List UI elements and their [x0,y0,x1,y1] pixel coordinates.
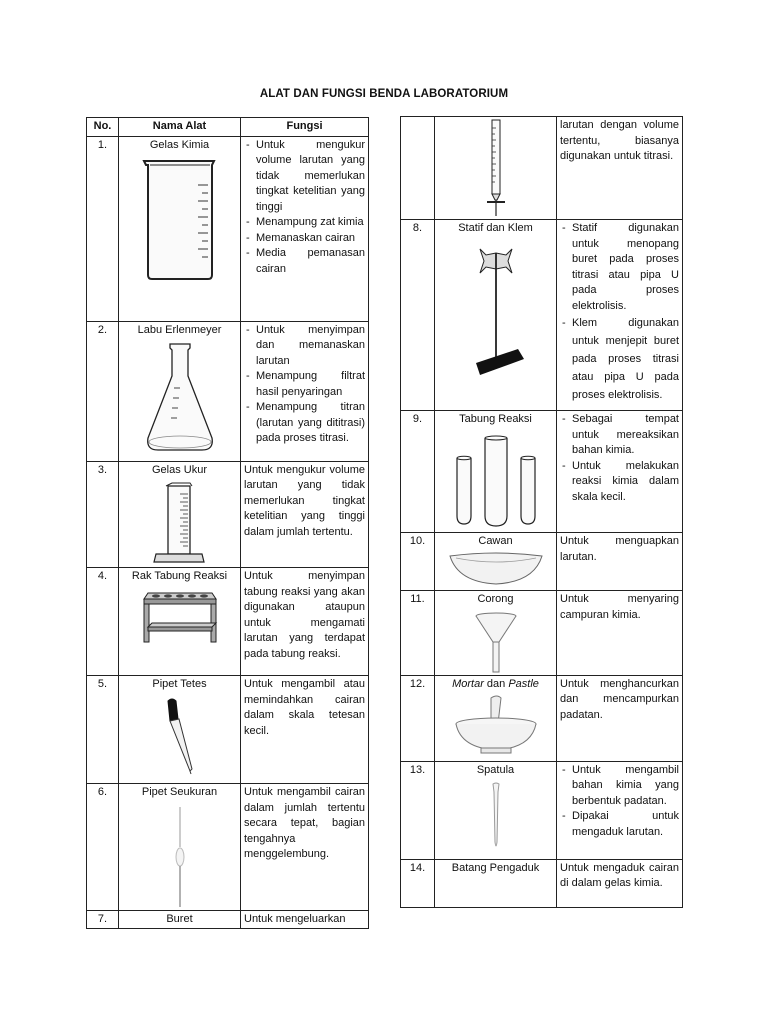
row-number: 4. [87,568,119,676]
function-item: - Untuk menyimpan dan memanaskan larutan [244,323,365,370]
function-text: Untuk menyaring campuran kimia. [557,591,683,676]
function-cell [557,411,683,533]
function-cell [241,321,369,461]
function-cell [557,220,683,411]
beaker-icon [122,157,237,282]
tool-name-cell [435,411,557,533]
tool-name [438,677,553,693]
function-text: Untuk mengambil cairan dalam jumlah tertentu secara tepat, bagian tengahnya menggelembung. [241,784,369,911]
function-cell [557,761,683,859]
spatula-icon [438,782,553,852]
table-row [87,676,369,784]
tool-name-cell [119,676,241,784]
tool-name: Gelas Kimia [149,138,210,151]
page-title: ALAT DAN FUNGSI BENDA LABORATORIUM [259,88,509,100]
function-item: - Media pemanasan cairan [244,246,365,277]
function-item: - Menampung titran (larutan yang dititrasi) pada proses titrasi. [244,400,365,447]
tool-name: Buret [119,910,241,929]
tool-name: Cawan [478,535,513,547]
row-number: 9. [401,411,435,533]
tool-name-cell [119,568,241,676]
row-number: 5. [87,676,119,784]
header-no: No. [87,118,119,137]
tool-name: Pipet Tetes [152,678,207,690]
table-row [401,591,683,676]
function-item: - Menampung filtrat hasil penyaringan [244,369,365,400]
tool-name-cell [119,784,241,911]
tool-name-cell [435,675,557,761]
header-row [87,118,369,137]
row-number: 3. [87,461,119,568]
table-row [87,461,369,568]
function-list [560,412,679,505]
mortar-pestle-icon [438,694,553,756]
table-row [87,784,369,911]
tool-name: Rak Tabung Reaksi [131,570,228,582]
tool-name: Statif dan Klem [458,222,533,234]
function-text: Untuk menyimpan tabung reaksi yang akan digunakan ataupun untuk mengamati larutan yang terdapat pada tabung reaksi. [241,568,369,676]
function-text: larutan dengan volume tertentu, biasanya digunakan untuk titrasi. [557,117,683,220]
left-table [86,117,369,929]
header-fungsi: Fungsi [241,118,369,137]
tool-name-connector: dan [483,677,509,690]
function-list [560,221,679,404]
tool-name-cell [435,117,557,220]
right-table [400,116,683,908]
tool-name-cell [435,761,557,859]
table-row [401,859,683,907]
table-row [401,411,683,533]
row-number: 6. [87,784,119,911]
function-item: - Untuk mengukur volume larutan yang tidak memerlukan tingkat ketelitian yang tinggi [244,138,365,216]
row-number: 8. [401,220,435,411]
table-row [87,136,369,321]
tool-name-cell [435,591,557,676]
tool-name: Gelas Ukur [151,463,208,476]
tool-name-cell [119,461,241,568]
function-text: Untuk mengukur volume larutan yang tidak memerlukan tingkat ketelitian yang tinggi dalam jumlah tertentu. [241,461,369,568]
table-row [87,321,369,461]
function-cell [241,136,369,321]
table-row [401,675,683,761]
function-item: - Klem digunakan untuk menjepit buret pada proses titrasi atau pipa U pada proses elektrolisis. [560,314,679,404]
tool-name: Batang Pengaduk [435,859,557,907]
function-list [244,323,365,447]
table-row [87,568,369,676]
function-list [244,138,365,278]
table-row [401,220,683,411]
erlenmeyer-flask-icon [122,342,237,454]
row-number: 10. [401,533,435,591]
function-item: - Untuk mengambil bahan kimia yang berbentuk padatan. [560,763,679,810]
row-number: 7. [87,910,119,929]
tool-name: Corong [477,593,514,605]
table-row [401,761,683,859]
row-number [401,117,435,220]
graduated-cylinder-icon [122,482,237,566]
table-row [401,117,683,220]
dropper-icon [122,697,237,775]
tool-name: Spatula [476,763,515,776]
tool-name-cell [435,533,557,591]
tool-name-cell [435,220,557,411]
function-item: - Memanaskan cairan [244,231,365,247]
function-text: Untuk mengaduk cairan di dalam gelas kimia. [557,859,683,907]
test-tube-rack-icon [122,589,237,645]
tool-name: Tabung Reaksi [459,413,532,425]
function-item: - Untuk melakukan reaksi kimia dalam skala kecil. [560,459,679,506]
tool-name-cell [119,321,241,461]
tool-name-mortar: Mortar [452,677,484,690]
row-number: 14. [401,859,435,907]
function-text: Untuk mengambil atau memindahkan cairan dalam skala tetesan kecil. [241,676,369,784]
function-item: - Sebagai tempat untuk mereaksikan bahan kimia. [560,412,679,459]
row-number: 13. [401,761,435,859]
function-text: Untuk mengeluarkan [241,910,369,929]
tool-name: Labu Erlenmeyer [137,323,222,336]
table-row [401,533,683,591]
row-number: 11. [401,591,435,676]
function-item: - Statif digunakan untuk menopang buret pada proses titrasi atau pipa U pada proses elektrolisis. [560,221,679,314]
header-nama-alat: Nama Alat [119,118,241,137]
tool-name-pastle: Pastle [508,677,539,690]
row-number: 12. [401,675,435,761]
function-text: Untuk menghancurkan dan mencampurkan padatan. [557,675,683,761]
table-row [87,910,369,929]
row-number: 2. [87,321,119,461]
function-list [560,763,679,841]
function-text: Untuk menguapkan larutan. [557,533,683,591]
function-item: - Menampung zat kimia [244,215,365,231]
stand-clamp-icon [438,245,553,377]
funnel-icon [438,612,553,674]
function-item: - Dipakai untuk mengaduk larutan. [560,809,679,840]
burette-icon [438,118,553,218]
row-number: 1. [87,136,119,321]
volumetric-pipette-icon [122,805,237,909]
test-tubes-icon [438,432,553,528]
tool-name-cell [119,136,241,321]
evaporating-dish-icon [438,550,553,586]
tool-name: Pipet Seukuran [141,786,218,798]
